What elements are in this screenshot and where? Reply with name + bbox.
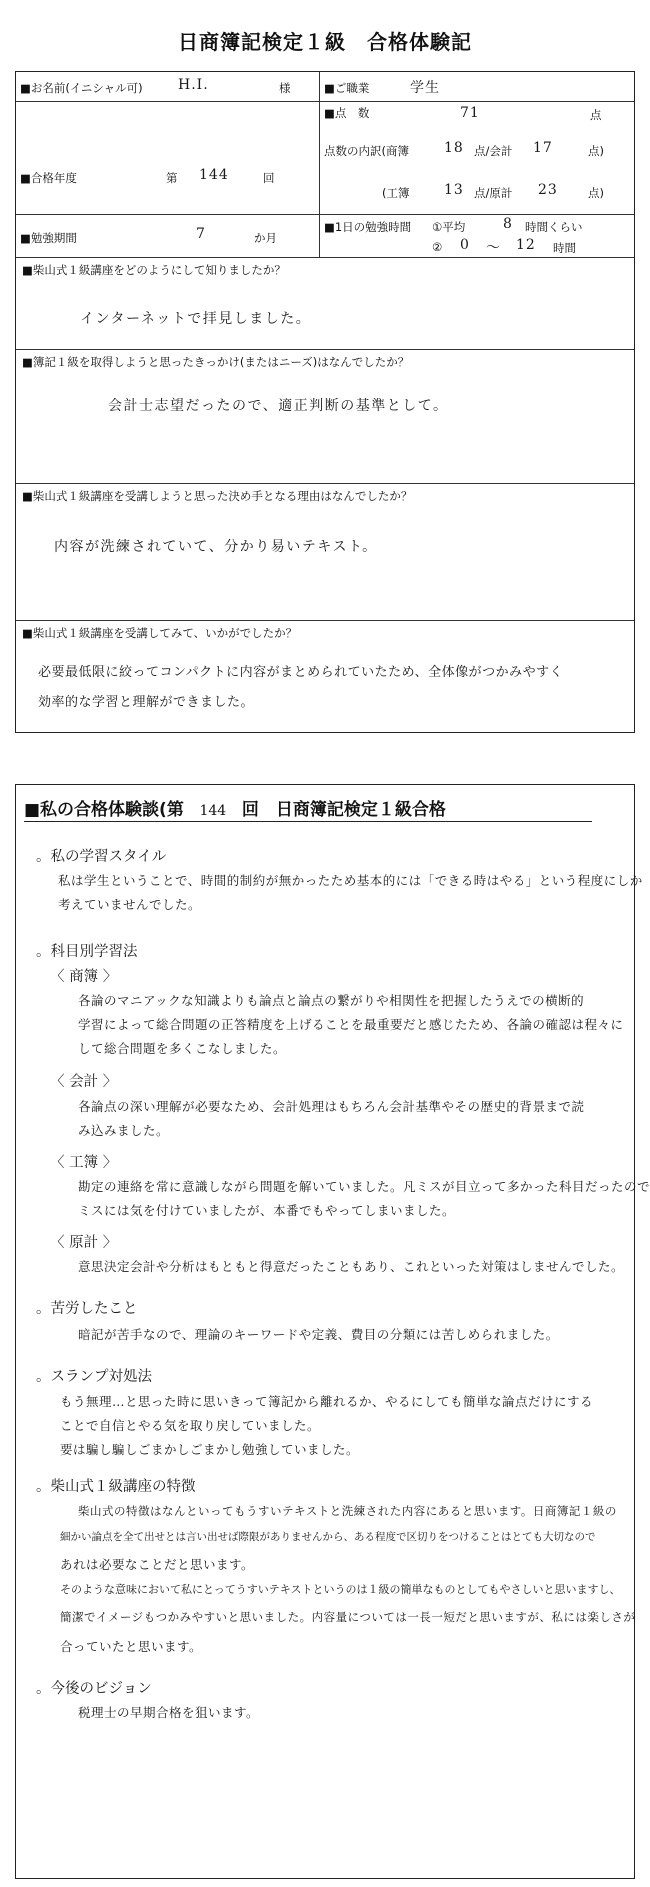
kobo-value: 13 [444,182,464,198]
section-line: 意思決定会計や分析はもともと得意だったこともあり、これといった対策はしませんでした。 [78,1259,625,1274]
year-suffix: 回 [263,171,275,185]
avg-value: 8 [503,216,513,232]
section-line: 考えていませんでした。 [58,897,202,912]
score-label: ■点 数 [324,106,370,120]
answer-1: インターネットで拝見しました。 [80,311,312,327]
subsection-heading-kobo: 〈 工簿 〉 [50,1155,118,1171]
story-heading [24,795,446,820]
genka-label: 点/原計 [474,186,513,200]
section-heading-features: 。柴山式１級講座の特徴 [36,1479,196,1495]
section-line: 柴山式の特徴はなんといってもうすいテキストと洗練された内容にあると思います。日商簿記１級の [78,1504,617,1518]
section-line: 税理士の早期合格を狙います。 [78,1705,260,1720]
kaikei-label: 点/会計 [474,144,513,158]
name-cell [16,72,320,101]
section-line: 要は騙し騙しごまかしごまかし勉強していました。 [60,1442,360,1457]
section-line: 暗記が苦手なので、理論のキーワードや定義、費目の分類には苦しめられました。 [78,1327,559,1342]
section-heading-hardship: 。苦労したこと [36,1301,138,1317]
breakdown-label: 点数の内訳(商簿 [324,144,409,158]
genka-close: 点) [588,186,604,200]
section-line: あれは必要なことだと思います。 [60,1557,255,1572]
occupation-value: 学生 [410,80,440,96]
study-period-cell [16,215,320,257]
year-prefix: 第 [166,171,178,185]
study-period-unit: か月 [254,231,277,245]
section-line: 簡潔でイメージもつかみやすいと思いました。内容量については一長一短だと思いますが、私には楽しさが [60,1610,636,1624]
profile-form [15,71,635,733]
row-year-score [16,102,634,215]
range-label: ② [432,240,443,254]
range-unit: 時間 [553,241,576,255]
section-heading-vision: 。今後のビジョン [36,1681,152,1697]
section-line: もう無理…と思った時に思いきって簿記から離れるか、やるにしても簡単な論点だけにする [60,1394,594,1409]
avg-label: ①平均 [432,220,466,234]
section-line: ことで自信とやる気を取り戻していました。 [60,1418,321,1433]
row-name-occupation [16,72,634,102]
story-heading-underline [24,821,592,822]
score-unit: 点 [590,108,602,122]
section-line: 各論のマニアックな知識よりも論点と論点の繋がりや相関性を把握したうえでの横断的 [78,993,585,1008]
shobo-value: 18 [444,140,464,156]
answer-4-line-1: 必要最低限に絞ってコンパクトに内容がまとめられていたため、全体像がつかみやすく [38,665,564,680]
kaikei-value: 17 [533,140,553,156]
subsection-heading-shobo: 〈 商簿 〉 [50,969,118,985]
occupation-label: ■ご職業 [324,81,370,95]
section-line: 私は学生ということで、時間的制約が無かったため基本的には「できる時はやる」という程度にしか [58,873,643,888]
subsection-heading-kaikei: 〈 会計 〉 [50,1074,118,1090]
name-label: ■お名前(イニシャル可) [20,81,143,95]
answer-2: 会計士志望だったので、適正判断の基準として。 [108,398,449,414]
story-heading-number: 144 [199,803,227,819]
score-cell [320,102,634,214]
occupation-cell [320,72,634,101]
experience-story [15,784,650,1879]
section-heading-subjects: 。科目別学習法 [36,944,138,960]
range-tilde: 〜 [486,240,501,256]
question-block-1 [16,258,634,350]
question-block-3 [16,484,634,621]
question-3: ■柴山式１級講座を受講しようと思った決め手となる理由はなんでしたか？ [22,489,413,503]
subsection-heading-genka: 〈 原計 〉 [50,1235,118,1251]
section-line: 合っていたと思います。 [60,1639,203,1654]
page-title: 日商簿記検定１級 合格体験記 [178,30,472,54]
story-heading-prefix: ■私の合格体験談(第 [24,800,184,820]
year-label: ■合格年度 [20,171,77,185]
year-value: 144 [199,167,229,183]
range-from: 0 [460,237,470,253]
question-4: ■柴山式１級講座を受講してみて、いかがでしたか？ [22,626,298,640]
section-line: そのような意味において私にとってうすいテキストというのは１級の簡単なものとしてもやさしいと思いますし、 [60,1583,621,1596]
answer-3: 内容が洗練されていて、分かり易いテキスト。 [54,539,378,555]
kobo-label: (工簿 [382,186,410,200]
study-period-value: 7 [196,226,206,242]
question-block-4 [16,621,634,732]
study-period-label: ■勉強期間 [20,231,77,245]
section-line: み込みました。 [78,1123,170,1138]
section-line: 細かい論点を全て出せとは言い出せば際限がありませんから、ある程度で区切りをつけることはとても大切なので [60,1531,596,1543]
year-cell [16,102,320,214]
score-value: 71 [460,105,480,121]
section-line: 学習によって総合問題の正答精度を上げることを最重要だと感じたため、各論の確認は程々に [78,1017,624,1032]
genka-value: 23 [538,182,558,198]
story-heading-suffix: 回 日商簿記検定１級合格 [241,800,446,820]
section-heading-style: 。私の学習スタイル [36,849,167,865]
question-block-2 [16,350,634,484]
section-line: して総合問題を多くこなしました。 [78,1041,287,1056]
question-2: ■簿記１級を取得しようと思ったきっかけ(またはニーズ)はなんでしたか？ [22,355,410,369]
section-line: 勘定の連絡を常に意識しながら問題を解いていました。凡ミスが目立って多かった科目だったので [78,1179,650,1194]
section-heading-slump: 。スランプ対処法 [36,1369,152,1385]
daily-cell [320,215,634,257]
row-study-time [16,215,634,258]
section-line: 各論点の深い理解が必要なため、会計処理はもちろん会計基準やその歴史的背景まで読 [78,1099,585,1114]
avg-unit: 時間くらい [525,220,583,234]
section-line: ミスには気を付けていましたが、本番でもやってしまいました。 [78,1203,456,1218]
answer-4-line-2: 効率的な学習と理解ができました。 [38,695,255,710]
name-value: H.I. [178,77,209,93]
question-1: ■柴山式１級講座をどのようにして知りましたか？ [22,263,286,277]
kaikei-close: 点) [588,144,604,158]
range-to: 12 [516,237,536,253]
daily-label: ■1日の勉強時間 [324,220,412,234]
name-suffix: 様 [279,81,291,95]
